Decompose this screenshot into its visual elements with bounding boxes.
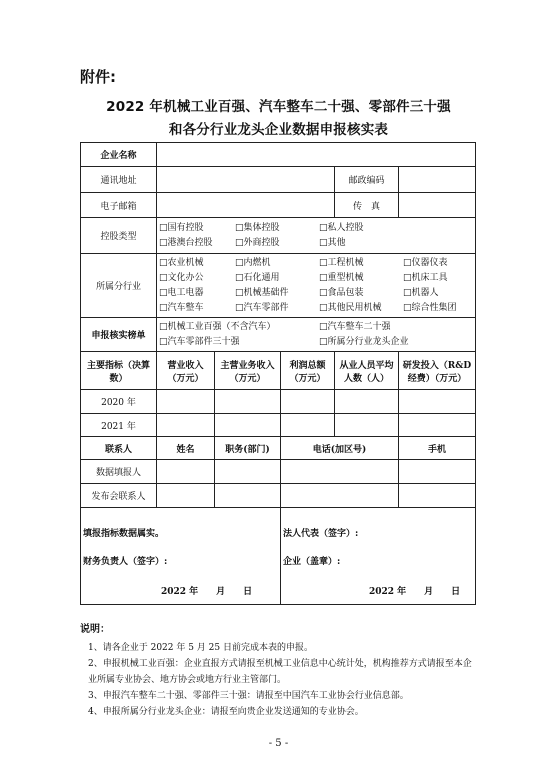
legal-rep-label: 法人代表（签字）: <box>283 529 359 539</box>
data-cell[interactable] <box>215 414 281 437</box>
industry-option[interactable]: □仪器仪表 <box>403 257 448 268</box>
postcode-field[interactable] <box>399 167 476 193</box>
data-cell[interactable] <box>157 390 215 414</box>
industry-options <box>157 254 476 318</box>
industry-option[interactable]: □机械基础件 <box>235 287 289 298</box>
data-cell[interactable] <box>281 390 335 414</box>
note-item: 3、申报汽车整车二十强、零部件三十强：请报至中国汽车工业协会行业信息部。 <box>88 691 409 701</box>
industry-label: 所属分行业 <box>81 254 157 318</box>
form-title-line2: 和各分行业龙头企业数据申报核实表 <box>168 122 389 138</box>
indicator-header: 营业收入（万元） <box>157 352 215 390</box>
list-option[interactable]: □机械工业百强（不含汽车） <box>159 321 276 332</box>
contact-cell[interactable] <box>399 484 476 508</box>
address-label: 通讯地址 <box>81 167 157 193</box>
company-name-label: 企业名称 <box>81 143 157 167</box>
data-cell[interactable] <box>335 390 399 414</box>
note-item: 2、申报机械工业百强：企业直报方式请报至机械工业信息中心统计处，机构推荐方式请报至本企业所属专业协会、地方协会或地方行业主管部门。 <box>88 659 472 685</box>
finance-sign-area[interactable] <box>81 508 281 605</box>
industry-option[interactable]: □农业机械 <box>159 257 204 268</box>
date-left: 2022 年 月 日 <box>161 587 253 597</box>
contact-header: 手机 <box>399 437 476 460</box>
holding-option[interactable]: □集体控股 <box>235 222 280 233</box>
year-label: 2020 年 <box>81 390 157 414</box>
note-item: 4、申报所属分行业龙头企业：请报至向贵企业发送通知的专业协会。 <box>88 707 364 717</box>
fax-field[interactable] <box>399 193 476 218</box>
industry-option[interactable]: □汽车零部件 <box>235 302 289 313</box>
company-seal-label: 企业（盖章）: <box>283 557 341 567</box>
contact-cell[interactable] <box>399 460 476 484</box>
data-cell[interactable] <box>215 390 281 414</box>
contact-header: 姓名 <box>157 437 215 460</box>
industry-option[interactable]: □电工电器 <box>159 287 204 298</box>
industry-option[interactable]: □石化通用 <box>235 272 280 283</box>
finance-signer-label: 财务负责人（签字）: <box>83 557 168 567</box>
attachment-label: 附件: <box>80 68 116 86</box>
contact-header: 电话(加区号) <box>281 437 399 460</box>
industry-option[interactable]: □综合性集团 <box>403 302 457 313</box>
contact-cell[interactable] <box>215 460 281 484</box>
holding-type-label: 控股类型 <box>81 218 157 254</box>
year-label: 2021 年 <box>81 414 157 437</box>
list-label: 申报核实榜单 <box>81 318 157 352</box>
notes-heading: 说明： <box>80 624 110 635</box>
holding-option[interactable]: □其他 <box>319 237 346 248</box>
industry-option[interactable]: □内燃机 <box>235 257 271 268</box>
email-field[interactable] <box>157 193 335 218</box>
contact-role: 数据填报人 <box>81 460 157 484</box>
company-name-field[interactable] <box>157 143 476 167</box>
industry-option[interactable]: □机床工具 <box>403 272 448 283</box>
email-label: 电子邮箱 <box>81 193 157 218</box>
list-options <box>157 318 476 352</box>
data-cell[interactable] <box>335 414 399 437</box>
data-cell[interactable] <box>157 414 215 437</box>
indicator-header: 从业人员平均人数（人） <box>335 352 399 390</box>
contact-header: 联系人 <box>81 437 157 460</box>
contact-cell[interactable] <box>157 460 215 484</box>
list-option[interactable]: □汽车整车二十强 <box>319 321 391 332</box>
contact-role: 发布会联系人 <box>81 484 157 508</box>
holding-option[interactable]: □港澳台控股 <box>159 237 213 248</box>
indicator-header: 主营业务收入（万元） <box>215 352 281 390</box>
list-option[interactable]: □汽车零部件三十强 <box>159 336 240 347</box>
industry-option[interactable]: □机器人 <box>403 287 439 298</box>
statement-text: 填报指标数据属实。 <box>83 529 165 539</box>
holding-option[interactable]: □私人控股 <box>319 222 364 233</box>
industry-option[interactable]: □其他民用机械 <box>319 302 382 313</box>
page-number: - 5 - <box>268 738 289 749</box>
list-option[interactable]: □所属分行业龙头企业 <box>319 336 409 347</box>
declaration-form <box>80 142 476 605</box>
industry-option[interactable]: □文化办公 <box>159 272 204 283</box>
date-right: 2022 年 月 日 <box>369 587 461 597</box>
data-cell[interactable] <box>399 390 476 414</box>
indicator-header: 利润总额（万元） <box>281 352 335 390</box>
indicator-header: 主要指标（决算数） <box>81 352 157 390</box>
address-field[interactable] <box>157 167 335 193</box>
industry-option[interactable]: □食品包装 <box>319 287 364 298</box>
contact-cell[interactable] <box>215 484 281 508</box>
holding-option[interactable]: □国有控股 <box>159 222 204 233</box>
data-cell[interactable] <box>281 414 335 437</box>
note-item: 1、请各企业于 2022 年 5 月 25 日前完成本表的申报。 <box>88 643 313 653</box>
postcode-label: 邮政编码 <box>335 167 399 193</box>
industry-option[interactable]: □汽车整车 <box>159 302 204 313</box>
holding-type-options <box>157 218 476 254</box>
contact-header: 职务(部门) <box>215 437 281 460</box>
data-cell[interactable] <box>399 414 476 437</box>
form-title-line1: 2022 年机械工业百强、汽车整车二十强、零部件三十强 <box>106 99 451 115</box>
legal-sign-area[interactable] <box>281 508 476 605</box>
contact-cell[interactable] <box>281 484 399 508</box>
contact-cell[interactable] <box>281 460 399 484</box>
fax-label: 传 真 <box>335 193 399 218</box>
industry-option[interactable]: □工程机械 <box>319 257 364 268</box>
holding-option[interactable]: □外商控股 <box>235 237 280 248</box>
industry-option[interactable]: □重型机械 <box>319 272 364 283</box>
contact-cell[interactable] <box>157 484 215 508</box>
indicator-header: 研发投入（R&D经费）（万元） <box>399 352 476 390</box>
